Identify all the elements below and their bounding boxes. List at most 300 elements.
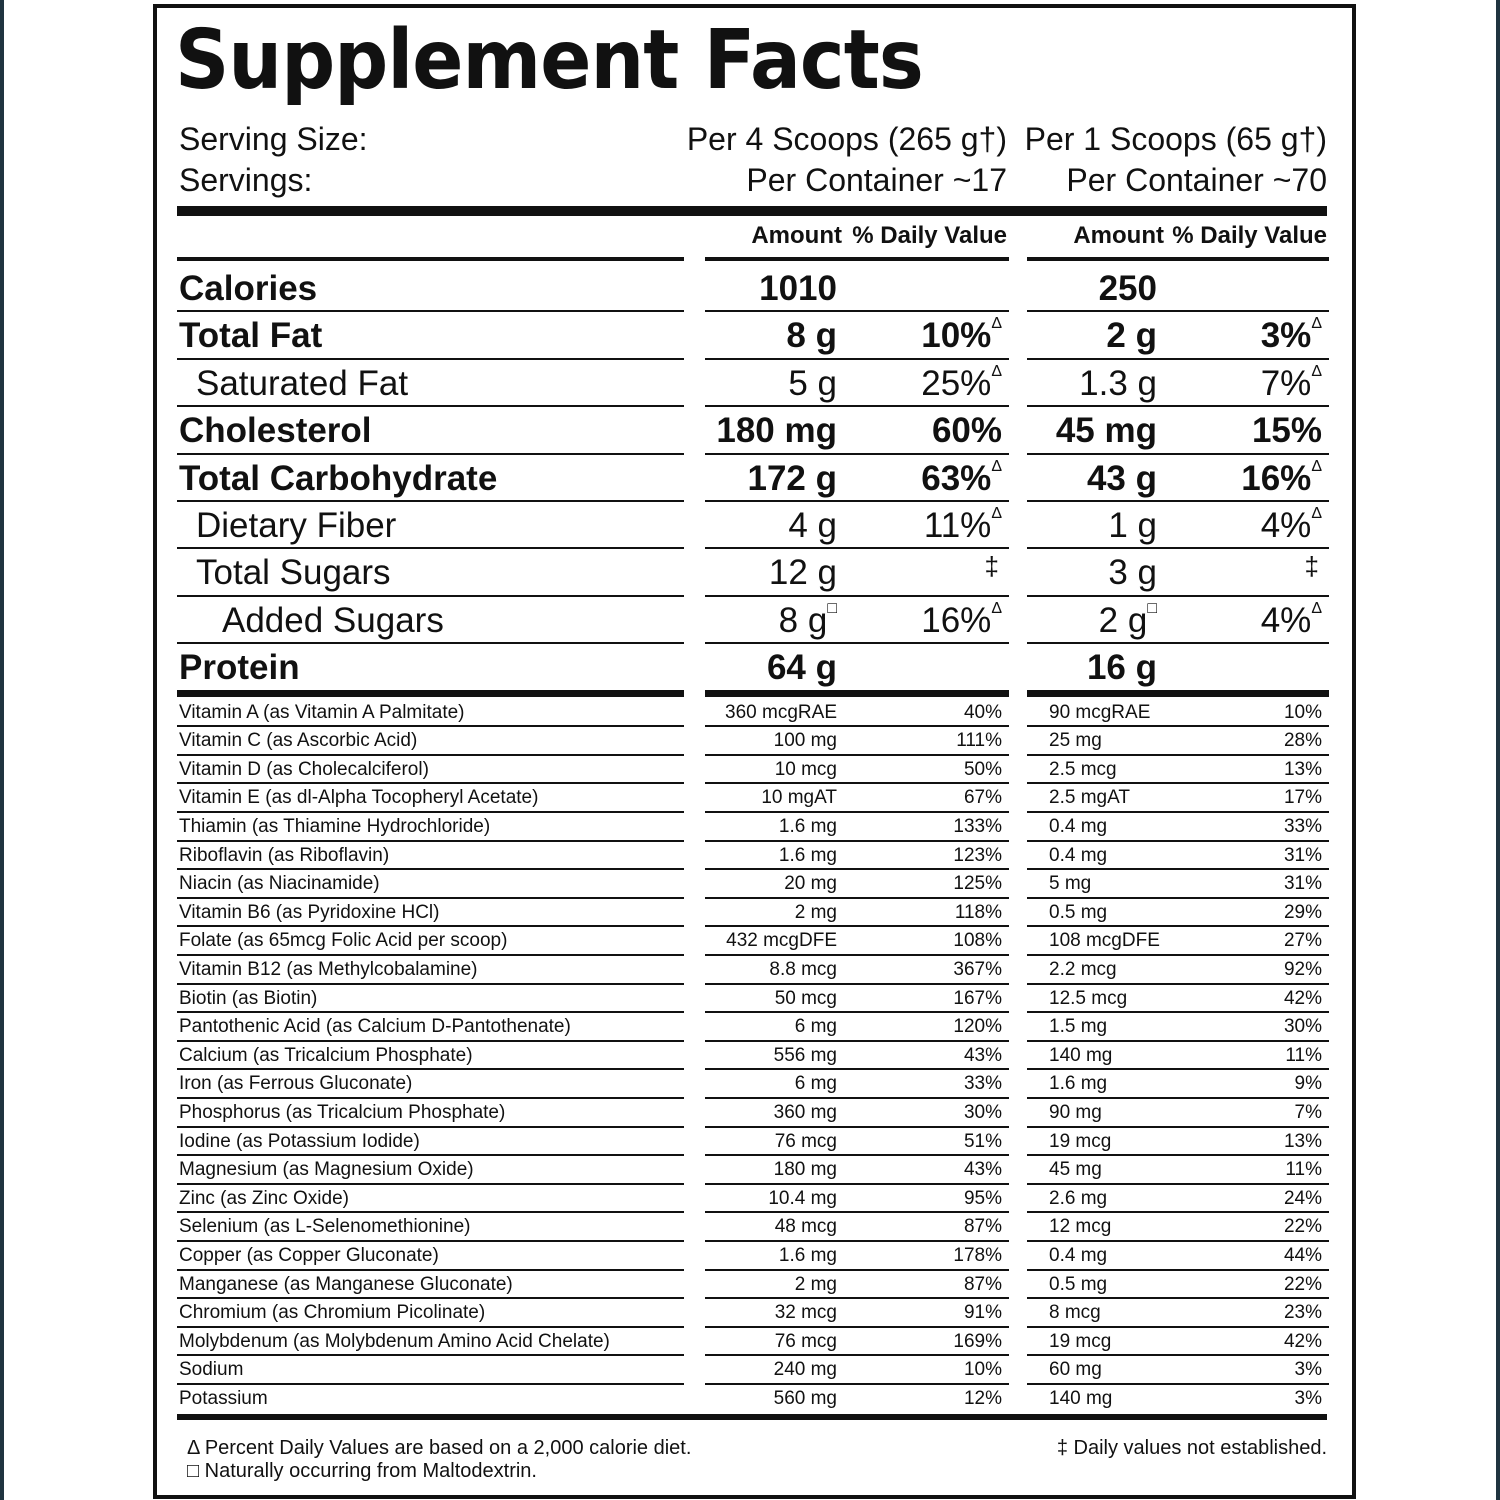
col1-amount: 48 mcg <box>774 1216 837 1238</box>
nutrient-row <box>157 312 1352 359</box>
vitamin-name: Phosphorus (as Tricalcium Phosphate) <box>179 1102 506 1123</box>
row-divider <box>705 1297 1009 1299</box>
row-divider <box>1027 1326 1329 1328</box>
col1-amount: 76 mcg <box>774 1130 837 1152</box>
col1-daily-value: 40% <box>963 701 1002 723</box>
col1-daily-value: 133% <box>953 816 1002 837</box>
row-divider <box>705 500 1009 502</box>
vitamin-name: Vitamin C (as Ascorbic Acid) <box>179 730 418 752</box>
vitamin-name: Potassium <box>179 1388 268 1409</box>
col1-amount: 360 mcgRAE <box>725 701 837 723</box>
vitamin-name: Vitamin D (as Cholecalciferol) <box>179 758 429 780</box>
row-divider <box>177 1126 684 1128</box>
col2-daily-value: ‡ <box>1304 551 1319 582</box>
vitamin-row <box>157 841 1352 870</box>
row-divider <box>705 1011 1009 1013</box>
col1-daily-value: 111% <box>956 730 1002 752</box>
row-divider <box>705 868 1009 870</box>
col2-daily-value: 4%$^\Delta$ <box>1260 599 1322 640</box>
row-divider <box>705 782 1009 784</box>
col1-amount: 64 g <box>766 648 837 688</box>
col1-amount: 432 mcgDFE <box>726 930 837 952</box>
col2-daily-value: 42% <box>1283 987 1322 1009</box>
row-divider <box>1027 595 1329 597</box>
row-divider <box>705 453 1009 455</box>
row-divider <box>705 1040 1009 1042</box>
vitamin-row <box>157 1270 1352 1299</box>
col1-servings: Per Container ~17 <box>746 162 1007 198</box>
col1-amount: 240 mg <box>773 1359 837 1381</box>
col2-amount: 90 mg <box>1049 1102 1102 1123</box>
row-divider <box>177 453 684 455</box>
col1-daily-value: 367% <box>953 959 1002 980</box>
col2-dv-header: % Daily Value <box>1172 222 1327 249</box>
row-divider <box>177 500 684 502</box>
col2-daily-value: 31% <box>1283 873 1322 895</box>
section-divider <box>177 690 684 697</box>
col2-daily-value: 3%$^\Delta$ <box>1260 315 1322 356</box>
col1-amount: 10 mcg <box>774 758 837 780</box>
daily-value-mark: Δ <box>991 362 1002 380</box>
row-divider <box>705 1269 1009 1271</box>
row-divider <box>705 1183 1009 1185</box>
row-divider <box>177 405 684 407</box>
nutrient-name: Saturated Fat <box>196 363 409 403</box>
nutrient-name: Total Fat <box>179 316 323 356</box>
col1-daily-value: 10% <box>963 1359 1002 1381</box>
col1-daily-value: 30% <box>963 1102 1002 1123</box>
daily-value-mark: Δ <box>991 457 1002 475</box>
col2-daily-value: 16%$^\Delta$ <box>1241 457 1322 498</box>
naturally-occurring-mark: □ <box>1147 599 1157 617</box>
col2-servings: Per Container ~70 <box>1066 162 1327 198</box>
col2-daily-value: 3% <box>1294 1359 1322 1381</box>
vitamin-name: Vitamin B6 (as Pyridoxine HCl) <box>179 901 440 923</box>
col2-daily-value: 22% <box>1283 1273 1322 1295</box>
col1-amount: 50 mcg <box>774 987 837 1009</box>
row-divider <box>1027 1211 1329 1213</box>
row-divider <box>1027 954 1329 956</box>
row-divider <box>705 954 1009 956</box>
col2-daily-value: 29% <box>1283 901 1322 923</box>
vitamin-name: Folate (as 65mcg Folic Acid per scoop) <box>179 930 508 952</box>
row-divider <box>177 1383 684 1385</box>
daily-value-mark: Δ <box>1311 599 1322 617</box>
header-divider <box>705 257 1009 261</box>
col1-amount: 76 mcg <box>774 1330 837 1352</box>
footnote-maltodextrin: □ Naturally occurring from Maltodextrin. <box>187 1460 537 1482</box>
row-divider <box>1027 358 1329 360</box>
vitamin-name: Riboflavin (as Riboflavin) <box>179 844 390 866</box>
row-divider <box>705 1154 1009 1156</box>
col1-amount: 2 mg <box>794 1273 837 1295</box>
row-divider <box>705 1211 1009 1213</box>
row-divider <box>1027 983 1329 985</box>
col1-daily-value: 16%$^\Delta$ <box>921 599 1002 640</box>
col1-daily-value: 43% <box>963 1044 1002 1066</box>
row-divider <box>177 1068 684 1070</box>
col2-daily-value: 31% <box>1283 844 1322 866</box>
col1-daily-value: 178% <box>953 1245 1002 1266</box>
footnote-percent-dv: Δ Percent Daily Values are based on a 2,000 calorie diet. <box>187 1437 692 1459</box>
row-divider <box>177 595 684 597</box>
nutrient-name: Dietary Fiber <box>196 506 397 545</box>
col1-daily-value: 120% <box>953 1016 1002 1038</box>
col1-amount: 8 g□ <box>778 599 837 640</box>
col2-daily-value: 7%$^\Delta$ <box>1260 362 1322 403</box>
vitamin-name: Vitamin E (as dl-Alpha Tocopheryl Acetate) <box>179 787 539 809</box>
vitamin-row <box>157 1327 1352 1356</box>
row-divider <box>1027 1383 1329 1385</box>
col1-amount: 8 g <box>786 316 837 356</box>
col1-amount: 172 g <box>747 458 837 498</box>
col2-amount: 3 g <box>1108 553 1157 593</box>
row-divider <box>705 1126 1009 1128</box>
row-divider <box>705 1383 1009 1385</box>
col2-amount: 12.5 mcg <box>1049 987 1128 1009</box>
nutrient-name: Total Carbohydrate <box>179 458 498 498</box>
daily-value-mark: Δ <box>1311 505 1322 522</box>
col2-daily-value: 13% <box>1283 1130 1322 1152</box>
vitamin-row <box>157 1298 1352 1327</box>
col1-dv-header: % Daily Value <box>852 222 1007 249</box>
row-divider <box>705 1097 1009 1099</box>
col2-amount: 250 <box>1098 269 1157 308</box>
vitamin-row <box>157 984 1352 1013</box>
row-divider <box>177 1011 684 1013</box>
col1-amount: 12 g <box>768 553 837 593</box>
col2-daily-value: 10% <box>1283 701 1322 723</box>
row-divider <box>1027 500 1329 502</box>
col2-amount: 5 mg <box>1049 873 1092 895</box>
col1-amount: 180 mg <box>716 411 837 451</box>
row-divider <box>705 983 1009 985</box>
col1-amount: 32 mcg <box>774 1302 837 1324</box>
row-divider <box>705 1068 1009 1070</box>
row-divider <box>177 1354 684 1356</box>
col2-amount: 19 mcg <box>1049 1330 1112 1352</box>
row-divider <box>705 754 1009 756</box>
vitamin-name: Calcium (as Tricalcium Phosphate) <box>179 1044 473 1066</box>
col1-daily-value: 87% <box>963 1273 1002 1295</box>
row-divider <box>1027 1354 1329 1356</box>
row-divider <box>1027 840 1329 842</box>
row-divider <box>1027 1068 1329 1070</box>
vitamin-name: Chromium (as Chromium Picolinate) <box>179 1302 486 1324</box>
row-divider <box>705 1240 1009 1242</box>
col2-amount: 0.5 mg <box>1049 901 1108 923</box>
col1-daily-value: 43% <box>963 1159 1002 1181</box>
nutrient-row <box>157 360 1352 407</box>
servings-label: Servings: <box>179 162 313 198</box>
col1-daily-value: 60% <box>931 411 1002 451</box>
vitamin-row <box>157 1384 1352 1413</box>
col1-amount: 10.4 mg <box>768 1187 837 1209</box>
panel-title: Supplement Facts <box>175 13 923 108</box>
col2-amount: 1.5 mg <box>1049 1016 1108 1038</box>
row-divider <box>177 1040 684 1042</box>
row-divider <box>1027 811 1329 813</box>
col1-amount: 1.6 mg <box>778 1245 837 1266</box>
nutrient-row <box>157 644 1352 691</box>
row-divider <box>705 547 1009 549</box>
col2-daily-value: 24% <box>1283 1187 1322 1209</box>
row-divider <box>177 358 684 360</box>
col1-daily-value: 11%$^\Delta$ <box>923 505 1002 545</box>
vitamin-name: Vitamin B12 (as Methylcobalamine) <box>179 959 478 980</box>
vitamin-row <box>157 898 1352 927</box>
vitamin-row <box>157 1241 1352 1270</box>
col2-daily-value: 22% <box>1283 1216 1322 1238</box>
col2-daily-value: 11% <box>1285 1159 1322 1181</box>
nutrient-name: Total Sugars <box>196 553 391 593</box>
col2-amount: 45 mg <box>1049 1159 1102 1181</box>
col2-amount: 2.5 mgAT <box>1049 787 1130 809</box>
row-divider <box>177 925 684 927</box>
vitamin-name: Sodium <box>179 1359 244 1381</box>
vitamin-name: Manganese (as Manganese Gluconate) <box>179 1273 513 1295</box>
col1-daily-value: 169% <box>953 1330 1002 1352</box>
row-divider <box>177 1297 684 1299</box>
col1-amount: 6 mg <box>794 1073 837 1095</box>
row-divider <box>1027 1154 1329 1156</box>
row-divider <box>1027 310 1329 312</box>
row-divider <box>1027 1040 1329 1042</box>
row-divider <box>1027 405 1329 407</box>
row-divider <box>1027 725 1329 727</box>
col2-daily-value: 15% <box>1251 411 1322 451</box>
col1-amount: 20 mg <box>784 873 837 895</box>
vitamin-row <box>157 869 1352 898</box>
col2-amount: 0.4 mg <box>1049 1245 1108 1266</box>
row-divider <box>177 1154 684 1156</box>
page-background <box>4 0 1496 1500</box>
col1-amount: 1010 <box>759 269 837 308</box>
col2-amount: 2 g <box>1106 316 1157 356</box>
col2-daily-value: 4%$^\Delta$ <box>1260 505 1322 545</box>
daily-value-mark: Δ <box>991 599 1002 617</box>
row-divider <box>705 1354 1009 1356</box>
nutrient-row <box>157 597 1352 644</box>
row-divider <box>177 725 684 727</box>
nutrient-row <box>157 407 1352 454</box>
row-divider <box>705 595 1009 597</box>
header-divider <box>1027 257 1329 261</box>
nutrient-row <box>157 549 1352 596</box>
daily-value-mark: Δ <box>1311 457 1322 475</box>
vitamin-name: Biotin (as Biotin) <box>179 987 318 1009</box>
vitamin-name: Iron (as Ferrous Gluconate) <box>179 1073 413 1095</box>
row-divider <box>1027 547 1329 549</box>
col1-amount: 8.8 mcg <box>769 959 837 980</box>
col2-amount: 1.6 mg <box>1049 1073 1108 1095</box>
header-divider <box>177 257 684 261</box>
row-divider <box>705 1326 1009 1328</box>
thick-divider <box>177 206 1327 216</box>
col1-daily-value: 67% <box>963 787 1002 809</box>
nutrient-row <box>157 455 1352 502</box>
row-divider <box>177 954 684 956</box>
vitamin-name: Niacin (as Niacinamide) <box>179 873 380 895</box>
col1-daily-value: 87% <box>963 1216 1002 1238</box>
nutrient-name: Calories <box>179 269 318 308</box>
row-divider <box>705 725 1009 727</box>
vitamin-row <box>157 812 1352 841</box>
col2-daily-value: 33% <box>1283 816 1322 837</box>
col1-amount: 6 mg <box>794 1016 837 1038</box>
col2-amount: 1.3 g <box>1079 363 1157 403</box>
col1-daily-value: 10%$^\Delta$ <box>921 315 1002 356</box>
vitamin-name: Zinc (as Zinc Oxide) <box>179 1187 349 1209</box>
vitamin-row <box>157 1041 1352 1070</box>
row-divider <box>705 840 1009 842</box>
vitamin-name: Thiamin (as Thiamine Hydrochloride) <box>179 816 491 837</box>
col1-serving-size: Per 4 Scoops (265 g†) <box>686 121 1007 157</box>
col2-amount: 2.6 mg <box>1049 1187 1108 1209</box>
nutrient-row <box>157 265 1352 312</box>
bottom-divider <box>177 1414 1327 1420</box>
col2-amount: 43 g <box>1086 458 1157 498</box>
row-divider <box>1027 1011 1329 1013</box>
row-divider <box>1027 1097 1329 1099</box>
col2-daily-value: 11% <box>1285 1044 1322 1066</box>
row-divider <box>1027 782 1329 784</box>
row-divider <box>1027 1297 1329 1299</box>
row-divider <box>1027 1126 1329 1128</box>
row-divider <box>177 310 684 312</box>
col2-amount: 2.2 mcg <box>1049 959 1117 980</box>
col1-amount: 180 mg <box>773 1159 837 1181</box>
col1-daily-value: 95% <box>963 1187 1002 1209</box>
col1-daily-value: 33% <box>963 1073 1002 1095</box>
col1-daily-value: 51% <box>963 1130 1002 1152</box>
col2-daily-value: 42% <box>1283 1330 1322 1352</box>
row-divider <box>177 1269 684 1271</box>
row-divider <box>1027 1183 1329 1185</box>
daily-value-mark: Δ <box>991 315 1002 333</box>
row-divider <box>177 642 684 644</box>
col1-daily-value: 50% <box>963 758 1002 780</box>
row-divider <box>177 983 684 985</box>
col1-daily-value: 63%$^\Delta$ <box>921 457 1002 498</box>
vitamin-row <box>157 926 1352 955</box>
col1-amount: 2 mg <box>794 901 837 923</box>
nutrient-name: Added Sugars <box>222 600 444 640</box>
vitamin-row <box>157 1127 1352 1156</box>
row-divider <box>705 811 1009 813</box>
col2-daily-value: 30% <box>1283 1016 1322 1038</box>
col1-amount: 556 mg <box>773 1044 837 1066</box>
col2-daily-value: 17% <box>1283 787 1322 809</box>
section-divider <box>1027 690 1329 697</box>
vitamin-row <box>157 1184 1352 1213</box>
vitamin-name: Vitamin A (as Vitamin A Palmitate) <box>179 701 465 723</box>
col2-daily-value: 28% <box>1283 730 1322 752</box>
vitamin-row <box>157 698 1352 727</box>
col2-amount: 0.4 mg <box>1049 816 1108 837</box>
col2-amount: 25 mg <box>1049 730 1102 752</box>
row-divider <box>177 840 684 842</box>
col2-daily-value: 27% <box>1283 930 1322 952</box>
col1-amount: 100 mg <box>773 730 837 752</box>
vitamin-row <box>157 955 1352 984</box>
col2-amount: 12 mcg <box>1049 1216 1112 1238</box>
naturally-occurring-mark: □ <box>827 599 837 617</box>
col2-amount: 0.4 mg <box>1049 844 1108 866</box>
col2-amount: 19 mcg <box>1049 1130 1112 1152</box>
row-divider <box>177 1211 684 1213</box>
vitamin-name: Pantothenic Acid (as Calcium D-Pantothenate) <box>179 1016 571 1038</box>
row-divider <box>1027 868 1329 870</box>
row-divider <box>177 1097 684 1099</box>
col1-amount: 5 g <box>788 363 837 403</box>
col2-amount: 140 mg <box>1049 1044 1113 1066</box>
col2-daily-value: 3% <box>1294 1388 1322 1409</box>
row-divider <box>177 782 684 784</box>
row-divider <box>177 1326 684 1328</box>
col2-daily-value: 23% <box>1283 1302 1322 1324</box>
col1-daily-value: 108% <box>953 930 1002 952</box>
row-divider <box>177 897 684 899</box>
col1-daily-value: 118% <box>954 901 1002 923</box>
col1-amount: 4 g <box>788 506 837 545</box>
row-divider <box>177 811 684 813</box>
col2-amount: 16 g <box>1086 648 1157 688</box>
col2-daily-value: 7% <box>1294 1102 1322 1123</box>
col2-serving-size: Per 1 Scoops (65 g†) <box>1024 121 1327 157</box>
vitamin-name: Iodine (as Potassium Iodide) <box>179 1130 420 1152</box>
nutrient-name: Cholesterol <box>179 411 372 451</box>
col1-amount: 1.6 mg <box>778 844 837 866</box>
col2-amount-header: Amount <box>1073 222 1164 249</box>
col2-amount: 108 mcgDFE <box>1049 930 1160 952</box>
row-divider <box>705 642 1009 644</box>
col1-amount: 1.6 mg <box>778 816 837 837</box>
row-divider <box>1027 897 1329 899</box>
row-divider <box>1027 1269 1329 1271</box>
row-divider <box>177 1240 684 1242</box>
row-divider <box>1027 642 1329 644</box>
vitamin-row <box>157 755 1352 784</box>
row-divider <box>705 310 1009 312</box>
col2-daily-value: 44% <box>1283 1245 1322 1266</box>
col2-amount: 140 mg <box>1049 1388 1113 1409</box>
vitamin-name: Molybdenum (as Molybdenum Amino Acid Chelate) <box>179 1330 610 1352</box>
col1-daily-value: ‡ <box>984 551 999 582</box>
col2-amount: 1 g <box>1108 506 1157 545</box>
col1-amount: 560 mg <box>773 1388 837 1409</box>
col1-daily-value: 91% <box>963 1302 1002 1324</box>
vitamin-row <box>157 1212 1352 1241</box>
footnote-not-established: ‡ Daily values not established. <box>1056 1437 1327 1459</box>
col2-daily-value: 9% <box>1294 1073 1322 1095</box>
vitamin-row <box>157 1098 1352 1127</box>
row-divider <box>1027 754 1329 756</box>
col1-amount: 360 mg <box>773 1102 837 1123</box>
col1-daily-value: 123% <box>953 844 1002 866</box>
col1-daily-value: 25%$^\Delta$ <box>921 362 1002 403</box>
row-divider <box>177 1183 684 1185</box>
vitamin-row <box>157 726 1352 755</box>
vitamin-name: Selenium (as L-Selenomethionine) <box>179 1216 471 1238</box>
daily-value-mark: Δ <box>1311 362 1322 380</box>
row-divider <box>1027 925 1329 927</box>
col2-daily-value: 13% <box>1283 758 1322 780</box>
nutrient-name: Protein <box>179 648 300 688</box>
daily-value-mark: Δ <box>991 505 1002 522</box>
vitamin-name: Copper (as Copper Gluconate) <box>179 1245 439 1266</box>
col1-daily-value: 167% <box>953 987 1002 1009</box>
